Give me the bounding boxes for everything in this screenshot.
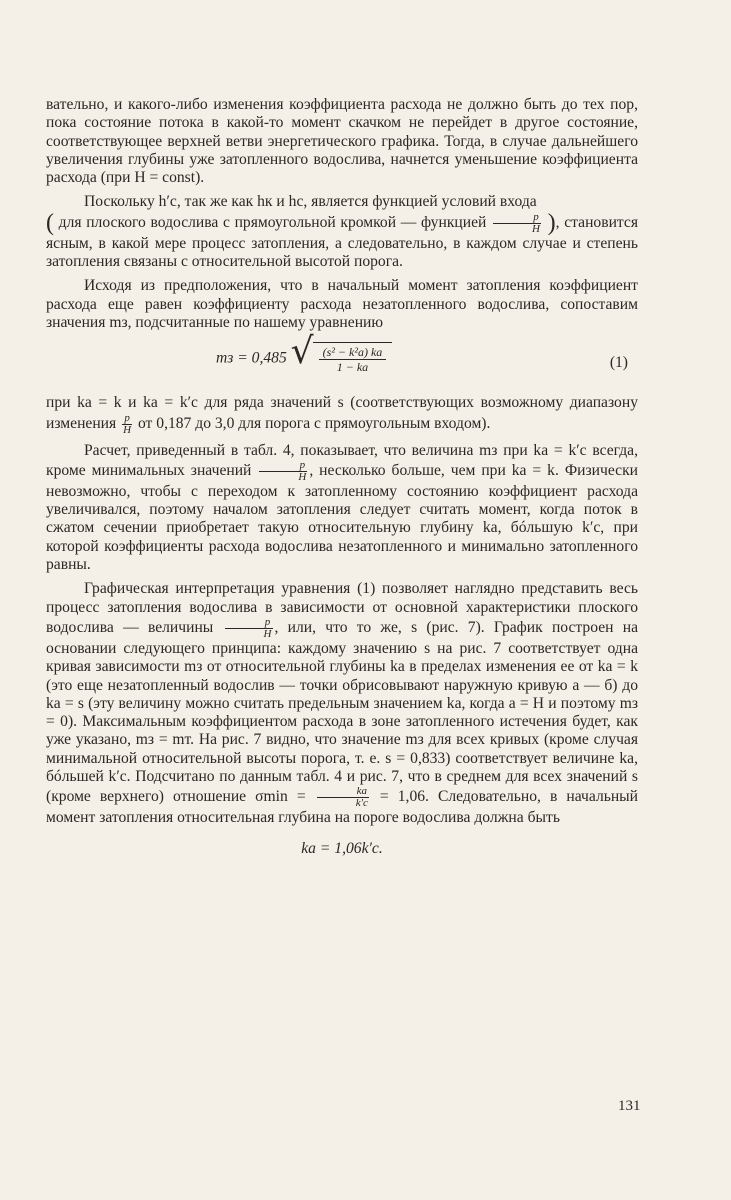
paragraph-5: Расчет, приведенный в табл. 4, показывает, что величина mз при ka = k′с всегда, кроме минимальных значений $\frac{p}{H}$ , несколько больше, чем при ka = k. Физически невозможно, чтобы с переходом к затопленному состоянию коэффициент расхода увеличивался, поэтому началом затопления следует считать момент, когда поток в сжатом сечении приобретает такую относительную глубину ka, бóльшую k′с, при которой коэффициенты расхода водослива незатопленного и минимально затопленного равны. bbox=[46, 441, 638, 574]
fraction-p-over-h-4: $\frac{p}{H}$ bbox=[225, 617, 273, 640]
formula-1-label: (1) bbox=[609, 354, 628, 372]
formula-1 bbox=[46, 331, 638, 388]
fraction-p-over-h-2: $\frac{p}{H}$ bbox=[123, 411, 132, 436]
paragraph-3: Исходя из предположения, что в начальный момент затопления коэффициент расхода еще равен коэффициенту расхода незатопленного водослива, сопоставим значения mз, подсчитанные по нашему уравнению bbox=[46, 277, 638, 331]
fraction-ka-over-kc: $\frac{ka}{k'с}$ bbox=[317, 786, 369, 809]
formula-1-lhs: mз = 0,485 bbox=[216, 350, 287, 367]
body-text bbox=[46, 96, 638, 858]
paragraph-6: Графическая интерпретация уравнения (1) позволяет наглядно представить весь процесс затопления водослива в зависимости от основной характеристики плоского водослива — величины $\frac{p}{H}$ , или, что то же, s (рис. 7). График построен на основании следующего принципа: каждому значению s на рис. 7 соответствует одна кривая зависимости mз от относительной глубины ka в пределах изменения ее от ka = k (это еще незатопленный водослив — точки обрисовывают наружную кривую a — б) до ka = s (эту величину можно считать предельным значением ka, когда a = H и поэтому mз = 0). Максимальным коэффициентом расхода в зоне затопленного истечения будет, как уже указано, mз = mт. На рис. 7 видно, что значение mз для всех кривых (кроме случая минимальной относительной высоты порога, т. е. s = 0,833) соответствует величине ka, бóльшей k′с. Подсчитано по данным табл. 4 и рис. 7, что в среднем для всех значений s (кроме верхнего) отношение σmin = $\frac{ka}{k'с}$ = 1,06. Следовательно, в начальный момент затопления относительная глубина на пороге водослива должна быть bbox=[46, 580, 639, 827]
formula-1-denominator: 1 − ka bbox=[336, 360, 369, 375]
paragraph-1: вательно, и какого-либо изменения коэффициента расхода не должно быть до тех пор, пока состояние потока в какой-то момент скачком не перейдет в другое состояние, соответствующее верхней ветви энергетического графика. Тогда, в случае дальнейшего увеличения глубины уже затопленного водослива, начнется уменьшение коэффициента расхода (при H = const). bbox=[46, 96, 638, 187]
paragraph-4: при ka = k и ka = k′с для ряда значений s (соответствующих возможному диапазону изменения $\frac{p}{H}$ от 0,187 до 3,0 для порога с прямоугольным входом). bbox=[46, 394, 638, 436]
square-root: √ $\frac{\text{(s² − k²a) ka}}{1 - ka}$ bbox=[291, 342, 393, 376]
fraction-p-over-h-3: $\frac{p}{H}$ bbox=[259, 460, 307, 483]
formula-2: ka = 1,06k′с. bbox=[301, 839, 383, 857]
fraction-p-over-h: $\frac{p}{H}$ bbox=[493, 212, 541, 235]
page-number: 131 bbox=[618, 1098, 641, 1114]
paragraph-2: Поскольку h′с, так же как hк и hс, является функцией условий входа ( для плоского водослива с прямоугольной кромкой — функцией $\frac{p}{H}$ ), становится ясным, в какой мере процесс затопления, а следовательно, в каждом случае и степень затопления связаны с относительной высотой порога. bbox=[46, 193, 639, 271]
formula-1-numerator: (s² − k²a) ka bbox=[319, 345, 387, 360]
